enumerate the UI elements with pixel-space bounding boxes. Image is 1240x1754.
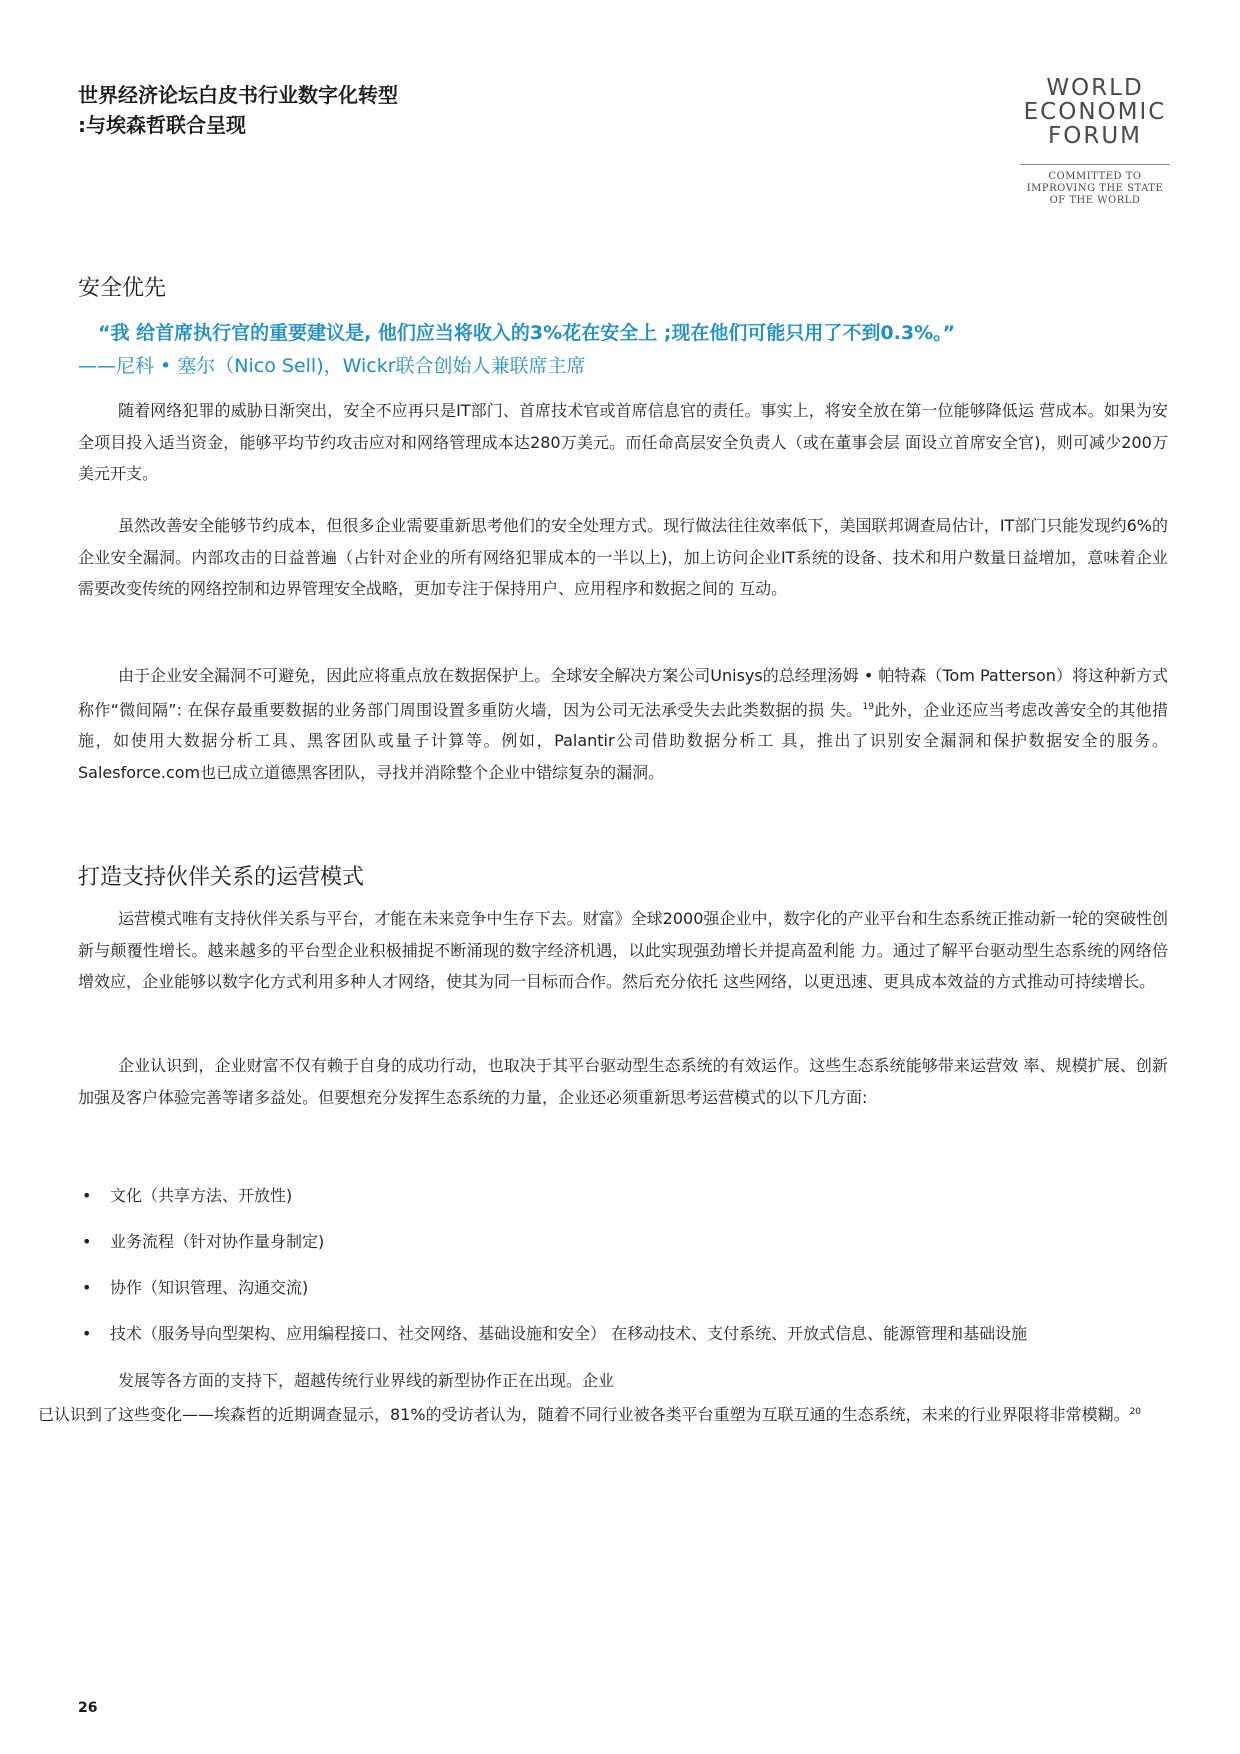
paragraph-operating-3	[38, 1365, 1168, 1430]
list-item-text: 文化（共享方法、开放性)	[110, 1186, 293, 1205]
logo-word-economic: ECONOMIC	[1023, 99, 1167, 125]
list-item	[78, 1182, 1178, 1228]
paragraph-security-2: 虽然改善安全能够节约成本，但很多企业需要重新思考他们的安全处理方式。现行做法往往效率低下，美国联邦调查局估计，IT部门只能发现约6%的企业安全漏洞。内部攻击的日益普遍（占针对企业的所有网络犯罪成本的一半以上)，加上访问企业IT系统的设备、技术和用户数量日益增加，意味着企业需要改变传统的网络控制和边界管理安全战略，更加专注于保持用户、应用程序和数据之间的 互动。	[78, 516, 1168, 598]
quote-text: “我 给首席执行官的重要建议是, 他们应当将收入的3%花在安全上 ;现在他们可能只用了不到0.3%。”	[98, 322, 956, 344]
logo-divider	[1020, 164, 1170, 165]
list-item	[78, 1320, 1178, 1366]
wef-logo	[1010, 76, 1180, 207]
bullet-icon: •	[82, 1186, 92, 1205]
logo-tagline-1: COMMITTED TO	[1048, 171, 1142, 182]
pull-quote	[78, 317, 1178, 383]
section-heading-operating-model: 打造支持伙伴关系的运营模式	[78, 865, 365, 890]
paragraph-security-3	[78, 660, 1168, 788]
paragraph-text: 已认识到了这些变化——埃森哲的近期调查显示，81%的受访者认为，随着不同行业被各类平台重塑为互联互通的生态系统，未来的行业界限将非常模糊。	[38, 1404, 1130, 1424]
aspects-list	[78, 1182, 1178, 1366]
logo-tagline-2: IMPROVING THE STATE	[1026, 183, 1164, 194]
list-item	[78, 1228, 1178, 1274]
page-number: 26	[78, 1700, 98, 1716]
paragraph-operating-2: 企业认识到，企业财富不仅有赖于自身的成功行动，也取决于其平台驱动型生态系统的有效运作。这些生态系统能够带来运营效 率、规模扩展、创新加强及客户体验完善等诸多益处。但要想充分发挥生态系统的力量，企业还必须重新思考运营模式的以下几方面:	[78, 1056, 1168, 1107]
logo-tagline-3: OF THE WORLD	[1049, 195, 1141, 206]
quote-attribution: ——尼科 • 塞尔（Nico Sell)，Wickr联合创始人兼联席主席	[78, 355, 586, 377]
logo-word-forum: FORUM	[1048, 123, 1142, 149]
section-heading-security: 安全优先	[78, 276, 167, 301]
bullet-icon: •	[82, 1278, 92, 1297]
footnote-ref: 19	[862, 701, 874, 712]
paragraph-text: 发展等各方面的支持下，超越传统行业界线的新型协作正在出现。企业	[118, 1371, 615, 1390]
list-item-text: 业务流程（针对协作量身制定)	[110, 1232, 325, 1251]
paragraph-security-1: 随着网络犯罪的威胁日渐突出，安全不应再只是IT部门、首席技术官或首席信息官的责任。事实上，将安全放在第一位能够降低运 营成本。如果为安全项目投入适当资金，能够平均节约攻击应对和网络管理成本达280万美元。而任命高层安全负责人（或在董事会层 面设立首席安全官)，则可减少200万美元开支。	[78, 401, 1168, 483]
list-item-text: 协作（知识管理、沟通交流)	[110, 1278, 309, 1297]
logo-word-world: WORLD	[1046, 75, 1144, 101]
bullet-icon: •	[82, 1232, 92, 1251]
list-item-text: 技术（服务导向型架构、应用编程接口、社交网络、基础设施和安全） 在移动技术、支付系统、开放式信息、能源管理和基础设施	[110, 1324, 1028, 1343]
footnote-ref: 20	[1129, 1406, 1142, 1417]
list-item	[78, 1274, 1178, 1320]
paragraph-text: 由于企业安全漏洞不可避免，因此应将重点放在数据保护上。全球安全解决方案公司Unisys的总经理汤姆 • 帕特森（Tom Patterson）将这种新方式称作“微间隔”: 在保存最重要数据的业务部门周围设置多重防火墙，因为公司无法承受失去此类数据的损 失。	[78, 666, 1168, 719]
paragraph-operating-1: 运营模式唯有支持伙伴关系与平台，才能在未来竞争中生存下去。财富》全球2000强企业中，数字化的产业平台和生态系统正推动新一轮的突破性创新与颠覆性增长。越来越多的平台型企业积极捕捉不断涌现的数字经济机遇，以此实现强劲增长并提高盈利能 力。通过了解平台驱动型生态系统的网络倍增效应，企业能够以数字化方式利用多种人才网络，使其为同一目标而合作。然后充分依托 这些网络，以更迅速、更具成本效益的方式推动可持续增长。	[78, 909, 1168, 991]
paragraph-text: 此外，企业还应当考虑改善安全的其他措施，如使用大数据分析工具、黑客团队或量子计算等。例如，Palantir公司借助数据分析工 具，推出了识别安全漏洞和保护数据安全的服务。Salesforce.com也已成立道德黑客团队，寻找并消除整个企业中错综复杂的漏洞。	[78, 699, 1168, 782]
bullet-icon: •	[82, 1324, 92, 1343]
document-header-title: 世界经济论坛白皮书行业数字化转型 :与埃森哲联合呈现	[78, 83, 398, 137]
